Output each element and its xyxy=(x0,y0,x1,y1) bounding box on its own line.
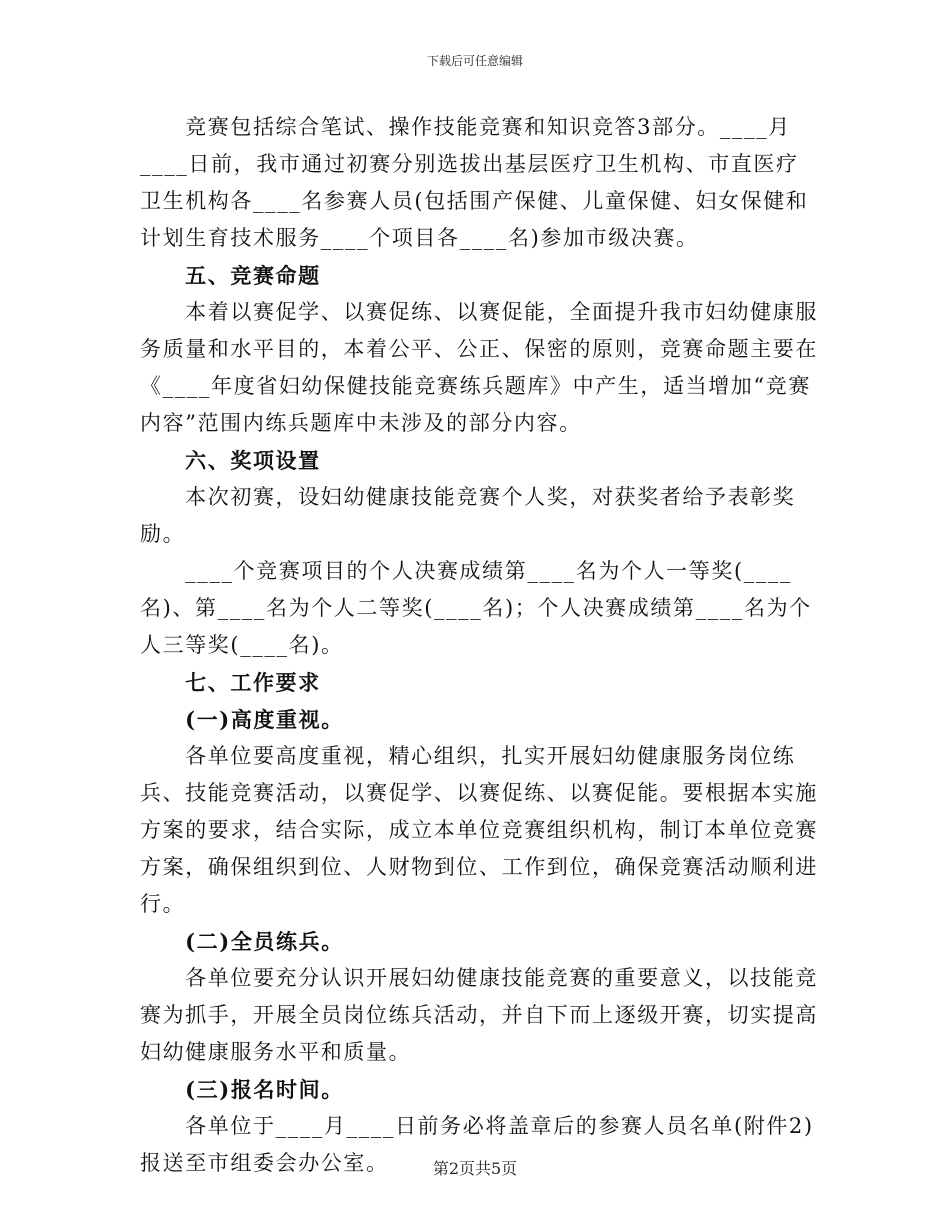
paragraph-all-staff-training: 各单位要充分认识开展妇幼健康技能竞赛的重要意义，以技能竞赛为抓手，开展全员岗位练兵活动，并自下而上逐级开赛，切实提高妇幼健康服务水平和质量。 xyxy=(140,966,818,1064)
paragraph-registration-time: 各单位于____月____日前务必将盖章后的参赛人员名单(附件2)报送至市组委会办公室。 xyxy=(140,1114,814,1175)
document-body xyxy=(140,109,820,1182)
paragraph-high-priority: 各单位要高度重视，精心组织，扎实开展妇幼健康服务岗位练兵、技能竞赛活动，以赛促学、以赛促练、以赛促能。要根据本实施方案的要求，结合实际，成立本单位竞赛组织机构，制订本单位竞赛方案，确保组织到位、人财物到位、工作到位，确保竞赛活动顺利进行。 xyxy=(140,744,818,916)
heading-awards: 六、奖项设置 xyxy=(185,448,321,473)
heading-work-requirements: 七、工作要求 xyxy=(185,670,321,695)
page-footer: 第2页共5页 xyxy=(432,1159,518,1178)
heading-competition-topics: 五、竞赛命题 xyxy=(185,263,321,288)
subheading-high-priority: (一)高度重视。 xyxy=(185,707,344,732)
paragraph-awards-detail: ____个竞赛项目的个人决赛成绩第____名为个人一等奖(____名)、第____名为个人二等奖(____名)；个人决赛成绩第____名为个人三等奖(____名)。 xyxy=(140,559,812,657)
paragraph-competition-topics: 本着以赛促学、以赛促练、以赛促能，全面提升我市妇幼健康服务质量和水平目的，本着公平、公正、保密的原则，竞赛命题主要在《____年度省妇幼保健技能竞赛练兵题库》中产生，适当增加“竞赛内容”范围内练兵题库中未涉及的部分内容。 xyxy=(140,300,818,435)
page-header: 下载后可任意编辑 xyxy=(426,54,523,68)
subheading-registration-time: (三)报名时间。 xyxy=(185,1077,344,1102)
paragraph-awards-intro: 本次初赛，设妇幼健康技能竞赛个人奖，对获奖者给予表彰奖励。 xyxy=(140,485,796,546)
subheading-all-staff-training: (二)全员练兵。 xyxy=(185,929,344,954)
paragraph-competition-parts: 竞赛包括综合笔试、操作技能竞赛和知识竞答3部分。____月____日前，我市通过初赛分别选拔出基层医疗卫生机构、市直医疗卫生机构各____名参赛人员(包括围产保健、儿童保健、妇女保健和计划生育技术服务____个项目各____名)参加市级决赛。 xyxy=(140,115,809,250)
